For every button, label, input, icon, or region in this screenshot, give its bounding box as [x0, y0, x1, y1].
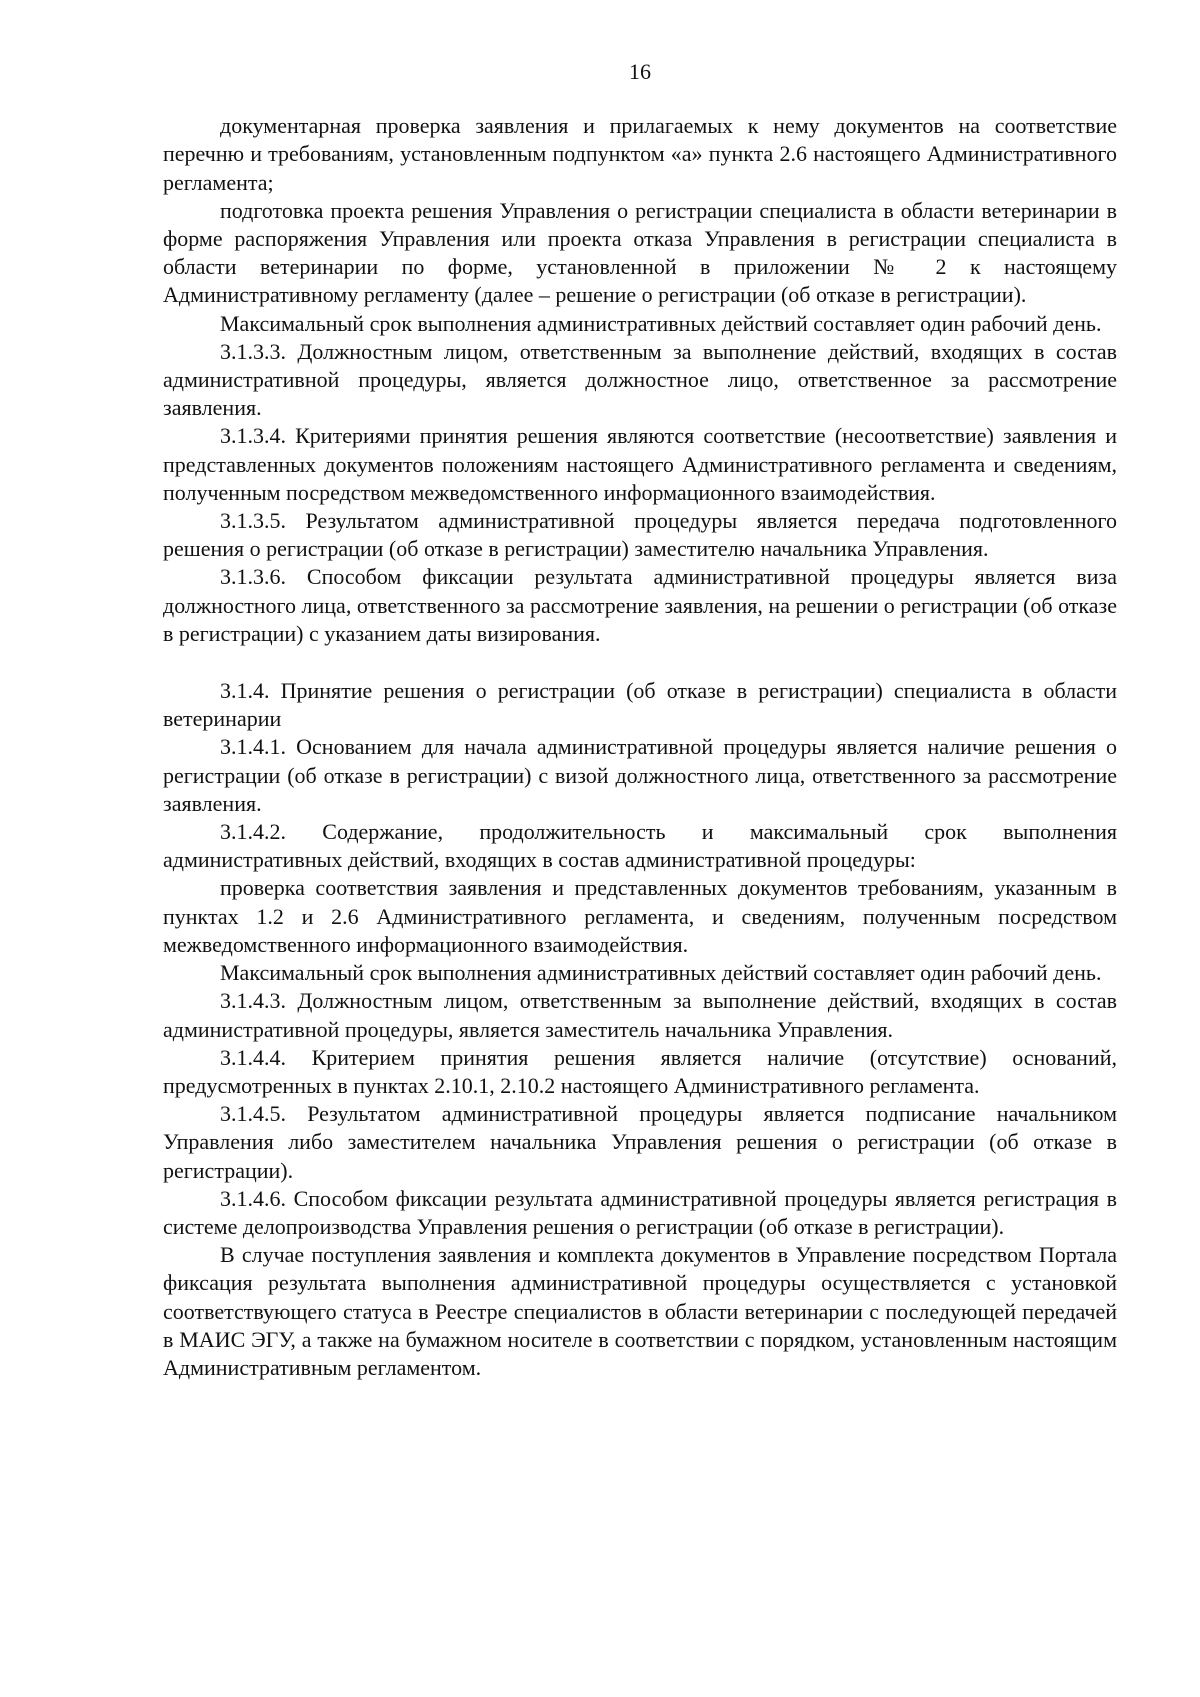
paragraph: 3.1.3.3. Должностным лицом, ответственным за выполнение действий, входящих в состав административной процедуры, является должностное лицо, ответственное за рассмотрение заявления.: [163, 338, 1117, 421]
paragraph: Максимальный срок выполнения административных действий составляет один рабочий день.: [220, 960, 1102, 986]
paragraph: 3.1.4.2. Содержание, продолжительность и максимальный срок выполнения административных действий, входящих в состав административной процедуры:: [163, 819, 1117, 873]
paragraph: подготовка проекта решения Управления о регистрации специалиста в области ветеринарии в форме распоряжения Управления или проекта отказа Управления в регистрации специалиста в области ветеринарии по форме, установленной в приложении № 2 к настоящему Административному регламенту (далее – решение о регистрации (об отказе в регистрации).: [163, 197, 1117, 308]
paragraph: 3.1.4.1. Основанием для начала административной процедуры является наличие решения о регистрации (об отказе в регистрации) с визой должностного лица, ответственного за рассмотрение заявления.: [163, 734, 1117, 816]
paragraph: Максимальный срок выполнения административных действий составляет один рабочий день.: [220, 310, 1102, 336]
paragraph: 3.1.3.6. Способом фиксации результата административной процедуры является виза должностного лица, ответственного за рассмотрение заявления, на решении о регистрации (об отказе в регистрации) с указанием даты визирования.: [163, 564, 1117, 646]
paragraph: 3.1.4.3. Должностным лицом, ответственным за выполнение действий, входящих в состав административной процедуры, является заместитель начальника Управления.: [163, 988, 1117, 1042]
paragraph: 3.1.4.5. Результатом административной процедуры является подписание начальником Управления либо заместителем начальника Управления решения о регистрации (об отказе в регистрации).: [163, 1101, 1117, 1183]
paragraph: проверка соответствия заявления и представленных документов требованиям, указанным в пунктах 1.2 и 2.6 Административного регламента, и сведениям, полученным посредством межведомственного информационного взаимодействия.: [163, 875, 1117, 957]
paragraph: 3.1.3.5. Результатом административной процедуры является передача подготовленного решения о регистрации (об отказе в регистрации) заместителю начальника Управления.: [163, 508, 1117, 562]
paragraph: 3.1.4.4. Критерием принятия решения является наличие (отсутствие) оснований, предусмотренных в пунктах 2.10.1, 2.10.2 настоящего Административного регламента.: [163, 1044, 1117, 1098]
page-number: 16: [629, 59, 651, 84]
paragraph: 3.1.3.4. Критериями принятия решения являются соответствие (несоответствие) заявления и представленных документов положениям настоящего Административного регламента и сведениям, полученным посредством межведомственного информационного взаимодействия.: [163, 423, 1117, 505]
paragraph: 3.1.4.6. Способом фиксации результата административной процедуры является регистрация в системе делопроизводства Управления решения о регистрации (об отказе в регистрации).: [163, 1185, 1117, 1239]
paragraph: документарная проверка заявления и прилагаемых к нему документов на соответствие перечню и требованиям, установленным подпунктом «а» пункта 2.6 настоящего Административного регламента;: [163, 113, 1117, 195]
section-spacer: [163, 648, 1117, 677]
document-page: [163, 58, 1117, 1382]
paragraph: В случае поступления заявления и комплекта документов в Управление посредством Портала фиксация результата выполнения административной процедуры осуществляется с установкой соответствующего статуса в Реестре специалистов в области ветеринарии с последующей передачей в МАИС ЭГУ, а также на бумажном носителе в соответствии с порядком, установленным настоящим Административным регламентом.: [163, 1242, 1117, 1380]
section-heading: 3.1.4. Принятие решения о регистрации (об отказе в регистрации) специалиста в области ветеринарии: [163, 678, 1117, 732]
